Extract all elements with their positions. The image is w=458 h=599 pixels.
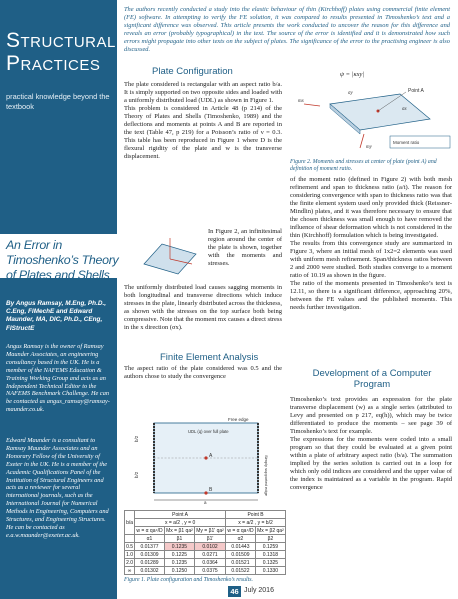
column-a-text-1 — [124, 81, 282, 161]
column-a-text-2 — [208, 228, 282, 268]
free-edge-label: Free edge — [228, 417, 249, 422]
table-cell: 2.0 — [126, 559, 134, 566]
greek-header: α2 — [226, 535, 256, 543]
plate-configuration-diagram — [124, 415, 286, 505]
column-b-text-2 — [290, 396, 452, 492]
table-cell: 0.0375 — [195, 567, 226, 575]
paragraph: The aspect ratio of the plate considered was 0.5 and the authors chose to study the convergence — [124, 365, 282, 380]
figure-2-caption: Figure 2. Moments and stresses at center of plate (point A) and definition of moment ratio. — [290, 159, 437, 172]
sub-header: My = β1' qa² — [196, 527, 224, 534]
my-arrow — [360, 134, 364, 148]
table-cell: 0.1250 — [164, 567, 194, 575]
masthead — [6, 30, 114, 76]
table-cell: 0.5 — [126, 543, 134, 550]
sub-header: Mx = β2 qa² — [257, 527, 284, 534]
greek-header: β1 — [164, 535, 194, 543]
table-cell: 0.01289 — [135, 559, 165, 567]
table-cell: 0.01377 — [135, 543, 165, 551]
group-b-header: Point B — [226, 511, 286, 519]
point-b-label: B — [209, 487, 213, 493]
table-cell: 0.01309 — [135, 551, 165, 559]
moment-ratio-label: Moment ratio — [393, 140, 420, 145]
greek-header: β2 — [255, 535, 285, 543]
table-cell-highlight: 0.1235 — [164, 543, 194, 551]
article-title: An Error in Timoshenko’s Theory of Plates and Shells — [6, 238, 119, 282]
paragraph: The ratio of the moments presented in Timoshenko’s text is 12.11, so there is a significant difference, approaching 20%, between the FE values and the published moments. This needs further investigation. — [290, 280, 452, 311]
sub-header: w = α qa⁴/D — [227, 527, 254, 534]
article-title-box — [0, 234, 128, 282]
paragraph: of the moment ratio (defined in Figure 2) with both mesh refinement and span to thickness ratio (a/t). The reason for considering convergence with span to thickness ratio was that the finite element system used only provided thick (Reissner-Mindlin) plates, and it was therefore necessary to ensure that the chosen thickness was small enough to have removed the influence of shear deformation which is not considered in the thin (Kirchhoff) formulation which is being investigated. — [290, 176, 452, 239]
column-a-text-4 — [124, 365, 282, 381]
sigma-x-label: σx — [402, 107, 407, 112]
table-cell: 0.0271 — [195, 551, 226, 559]
table-cell: 0.01302 — [135, 567, 165, 575]
table-cell: 0.01522 — [226, 567, 256, 575]
heading-plate-configuration: Plate Configuration — [152, 66, 233, 77]
tagline: practical knowledge beyond the textbook — [6, 92, 110, 111]
masthead-line-1: STRUCTURAL — [6, 29, 116, 52]
table-row — [125, 543, 286, 551]
results-table — [124, 510, 286, 575]
table-cell: 0.01521 — [226, 559, 256, 567]
table-cell: 0.1325 — [255, 559, 285, 567]
sigma-y-label: σy — [348, 91, 353, 96]
table-cell: ∞ — [125, 567, 135, 575]
dim-b2-bottom: b/2 — [134, 471, 139, 478]
blank-cell — [125, 535, 135, 543]
dim-b2-top: b/2 — [134, 435, 139, 442]
page-number: 46 — [228, 586, 241, 597]
masthead-line-2: PRACTICES — [6, 52, 101, 75]
authors: By Angus Ramsay, M.Eng, Ph.D., C.Eng, FIMechE and Edward Maunder, MA, DIC, Ph.D., CEng, FIStructE — [6, 300, 107, 332]
point-a-label: Point A — [408, 88, 424, 94]
point-b-marker — [204, 491, 207, 494]
group-a-header: Point A — [135, 511, 226, 519]
support-label: Simply supported edge — [264, 455, 269, 496]
author-bio-ramsay: Angus Ramsay is the owner of Ramsay Maunder Associates, an engineering consultancy based in the UK. He is a member of the NAFEMS Education & Training Working Group and acts as an Independent Technical Editor to the NAFEMS Benchmark Challenge. He can be contacted as angus_ramsay@ramsay-maunder.co.uk. — [6, 343, 110, 414]
column-a-text-3 — [124, 284, 282, 332]
figure-2 — [290, 64, 452, 170]
table-cell: 0.1235 — [164, 559, 194, 567]
table-row — [125, 567, 286, 575]
table-cell: 0.01509 — [226, 551, 256, 559]
table-cell: 0.01443 — [226, 543, 256, 551]
group-b-coord: x = a/2 , y = b/2 — [226, 519, 286, 527]
my-label: my — [366, 145, 372, 150]
point-a-marker — [204, 456, 207, 459]
point-a-label: A — [209, 453, 213, 459]
paragraph: Timoshenko’s text provides an expression for the plate transverse displacement (w) as a single series (attributed to Levy and presented on p 217, eq(h)), which may be twice differentiated to produce the moments – see page 39 of Timoshenko’s text for example. — [290, 396, 452, 435]
figure-1 — [124, 415, 286, 583]
table-cell: 0.1259 — [255, 543, 285, 551]
plate-element — [330, 94, 430, 130]
table-cell: 0.1318 — [255, 551, 285, 559]
table-cell: 0.1225 — [164, 551, 194, 559]
author-bio-maunder: Edward Maunder is a consultant to Ramsay Maunder Associates and an Honorary Fellow of the University of Exeter in the UK. He is a member of the Academic Qualifications Panel of the Institution of Structural Engineers and acts as a reviewer for several international journals, such as the International Journal for Numerical Methods in Engineering, Computers and Structures, and Engineering Structures. He can be contacted as e.a.w.maunder@exeter.ac.uk. — [6, 437, 109, 539]
table-cell: 1.0 — [126, 551, 134, 558]
col-ratio-header: b/a — [125, 511, 135, 535]
greek-header: β1' — [195, 535, 226, 543]
mx-label: mx — [298, 99, 304, 104]
table-cell: 0.1330 — [255, 567, 285, 575]
heading-development: Development of a Computer Program — [312, 368, 432, 390]
abstract: The authors recently conducted a study into the elastic behaviour of thin (Kirchhoff) plates using commercial finite element (FE) software. In attempting to verify the FE solution, it was compared to results presented in Timoshenko’s text and a significant difference was observed. This article presents the work conducted to uncover the reason for this difference and reveals an error (probably typographical) in the text. The source of the error is identified and it is demonstrated how such errors might propagate into other texts on the subject of plates. The significance of the error to the practising engineer is also discussed. — [124, 6, 450, 53]
issue-date: July 2016 — [244, 587, 274, 594]
paragraph: The results from this convergence study are summarized in Figure 3, where an initial mesh of 1x2=2 elements was used with uniform mesh refinement. Span/thickness ratios between 2 and 2000 were studied. Both studies converge to a moment ratio of 10.19 as shown in the figure. — [290, 240, 452, 279]
paragraph: The plate considered is rectangular with an aspect ratio b/a. It is simply supported on two opposite sides and loaded with a uniformly distributed load (UDL) as shown in Figure 1. — [124, 81, 282, 104]
mx-arrow — [304, 104, 320, 106]
sub-header: Mx = β1 qa² — [166, 527, 193, 534]
table-cell-highlight: 0.0102 — [195, 543, 226, 551]
column-b-text-1 — [290, 176, 452, 312]
group-a-coord: x = a/2 , y = 0 — [135, 519, 226, 527]
curvature-equation: ψ = |κxy| — [340, 71, 365, 78]
greek-header: α1 — [135, 535, 165, 543]
paragraph: In Figure 2, an infinitesimal region around the center of the plate is shown, together with the moments and stresses. — [208, 228, 282, 267]
paragraph: The uniformly distributed load causes sagging moments in both longitudinal and transverse directions which induce stresses in the plate, linearly distributed across the thickness, as shown with the stresses on the top surface both being compressive. Note that the moment mx causes a direct stress in the x direction (σx). — [124, 284, 282, 331]
paragraph: The expressions for the moments were coded into a small program so that they could be evaluated at a given point within a plate of arbitrary aspect ratio (b/a). The summation implied by the series solution is carried out in a loop for which only odd indices are considered and the upper value of the index is maintained as a variable in the program. Rapid convergence — [290, 436, 452, 491]
table-cell: 0.0364 — [195, 559, 226, 567]
moments-diagram — [290, 64, 452, 154]
sub-header: w = α qa⁴/D — [136, 527, 163, 534]
table-row — [125, 551, 286, 559]
plate-element-sketch — [138, 234, 202, 278]
sidebar — [0, 0, 117, 599]
dim-a-label: a — [204, 500, 207, 505]
figure-1-caption: Figure 1. Plate configuration and Timoshenko’s results. — [124, 577, 253, 583]
table-row — [125, 559, 286, 567]
heading-finite-element-analysis: Finite Element Analysis — [160, 352, 259, 363]
paragraph: This problem is considered in Article 48 (p 214) of the Theory of Plates and Shells (Timoshenko, 1989) and the deflections and moments at points A and B are reported in the text (Table 47, p 219) for a Poisson’s ratio of ν = 0.3. This table has been reproduced in Figure 1 where D is the flexural rigidity of the plate and w is the transverse displacement. — [124, 105, 282, 160]
udl-label: UDL (q) over full plate — [188, 429, 229, 434]
